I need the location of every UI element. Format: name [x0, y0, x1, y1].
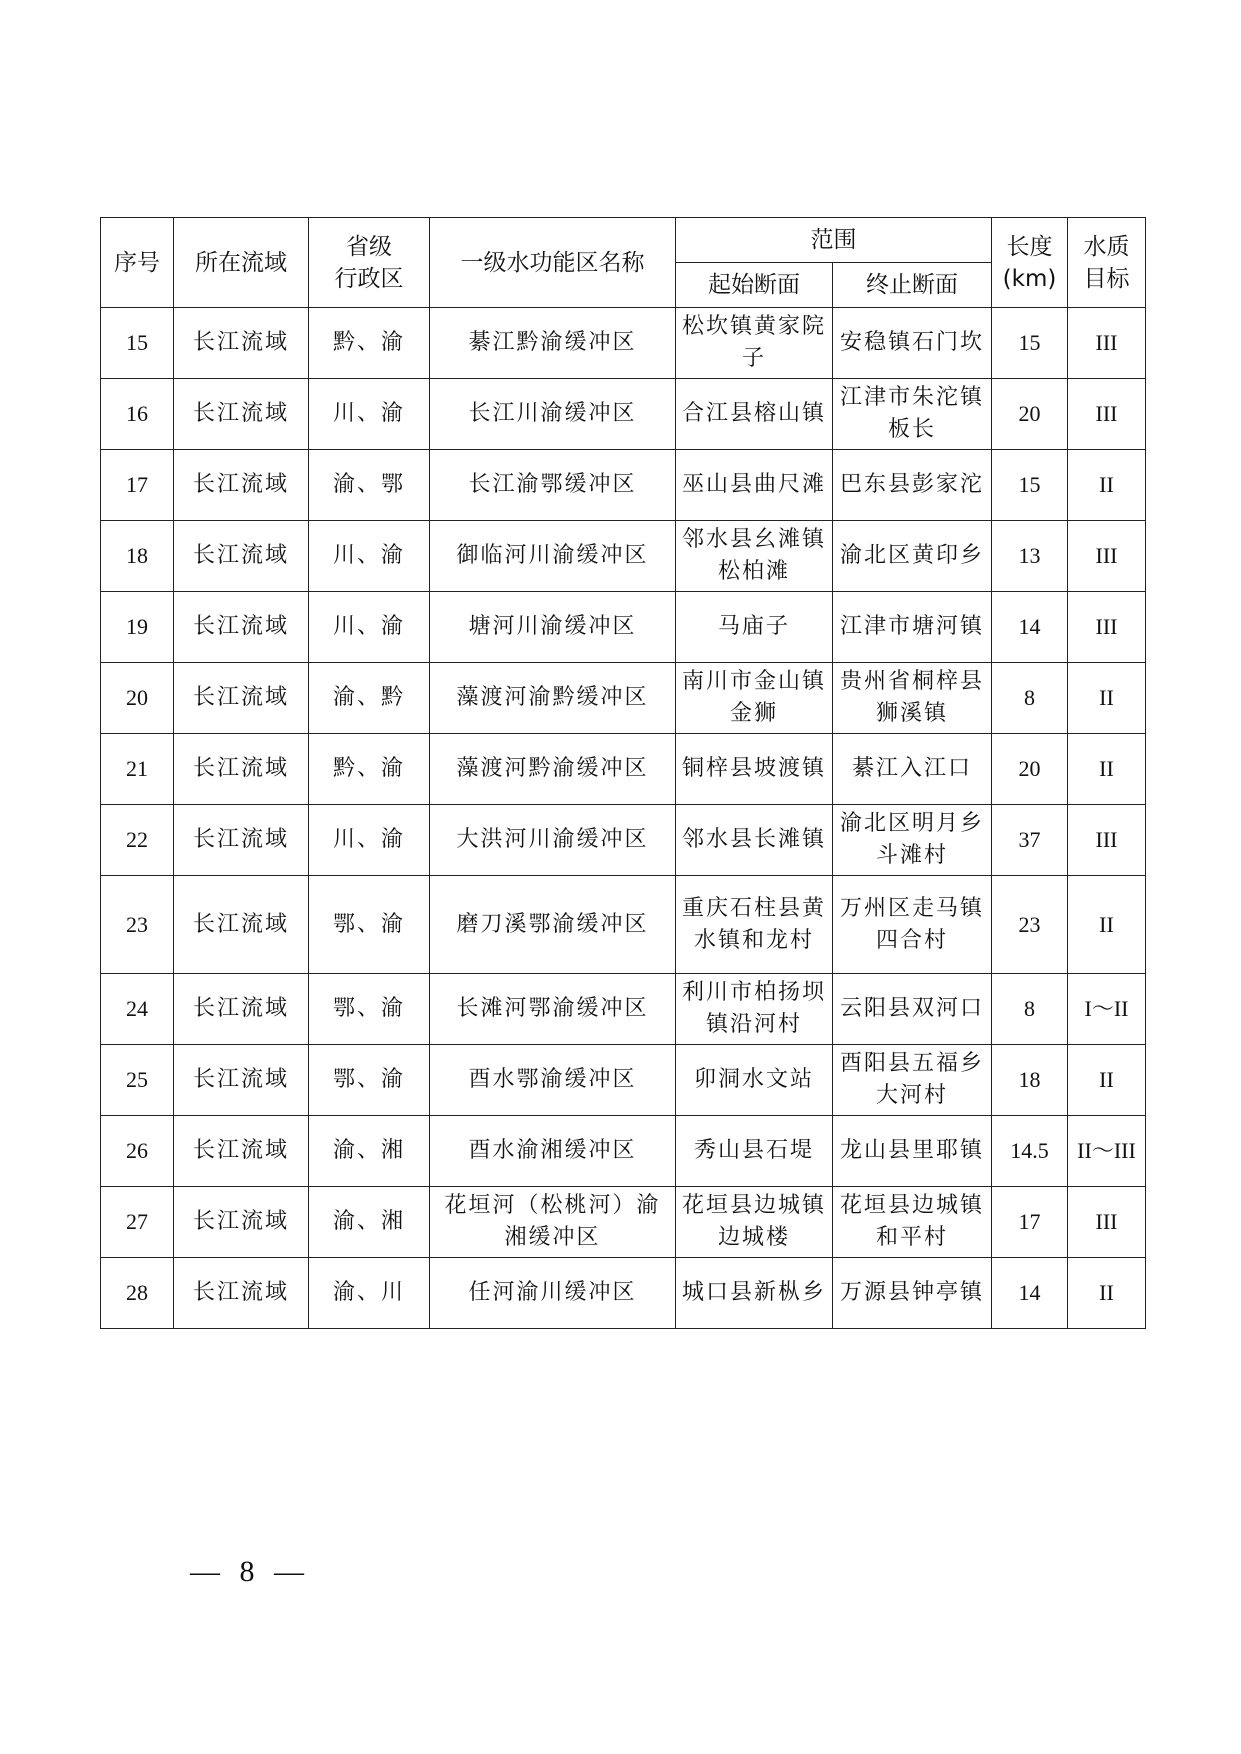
- cell-zone-name: 长滩河鄂渝缓冲区: [430, 974, 676, 1045]
- page-number: — 8 —: [190, 1555, 310, 1588]
- cell-basin: 长江流域: [174, 1045, 309, 1116]
- cell-province: 渝、黔: [309, 663, 430, 734]
- header-range: 范围: [676, 218, 992, 263]
- header-province: 省级 行政区: [309, 218, 430, 308]
- cell-province: 川、渝: [309, 521, 430, 592]
- cell-zone-name: 大洪河川渝缓冲区: [430, 805, 676, 876]
- cell-seq: 27: [101, 1187, 174, 1258]
- table-row: [101, 974, 1146, 1045]
- cell-province: 渝、湘: [309, 1187, 430, 1258]
- cell-start-section: 利川市柏扬坝镇沿河村: [676, 974, 833, 1045]
- header-quality: 水质 目标: [1068, 218, 1146, 308]
- table-row: [101, 1045, 1146, 1116]
- cell-length: 13: [992, 521, 1068, 592]
- cell-end-section: 万源县钟亭镇: [833, 1258, 992, 1329]
- table-row: [101, 805, 1146, 876]
- cell-quality: III: [1068, 379, 1146, 450]
- cell-seq: 19: [101, 592, 174, 663]
- cell-basin: 长江流域: [174, 974, 309, 1045]
- cell-zone-name: 磨刀溪鄂渝缓冲区: [430, 876, 676, 974]
- cell-end-section: 渝北区黄印乡: [833, 521, 992, 592]
- cell-quality: II: [1068, 663, 1146, 734]
- cell-seq: 15: [101, 308, 174, 379]
- cell-quality: III: [1068, 521, 1146, 592]
- cell-length: 15: [992, 450, 1068, 521]
- cell-province: 川、渝: [309, 379, 430, 450]
- cell-province: 黔、渝: [309, 734, 430, 805]
- table-row: [101, 1258, 1146, 1329]
- cell-basin: 长江流域: [174, 450, 309, 521]
- cell-end-section: 巴东县彭家沱: [833, 450, 992, 521]
- cell-seq: 21: [101, 734, 174, 805]
- cell-zone-name: 綦江黔渝缓冲区: [430, 308, 676, 379]
- cell-seq: 28: [101, 1258, 174, 1329]
- cell-start-section: 重庆石柱县黄水镇和龙村: [676, 876, 833, 974]
- cell-seq: 22: [101, 805, 174, 876]
- cell-seq: 20: [101, 663, 174, 734]
- cell-length: 23: [992, 876, 1068, 974]
- cell-zone-name: 御临河川渝缓冲区: [430, 521, 676, 592]
- cell-zone-name: 酉水鄂渝缓冲区: [430, 1045, 676, 1116]
- cell-quality: III: [1068, 592, 1146, 663]
- cell-province: 黔、渝: [309, 308, 430, 379]
- cell-start-section: 合江县榕山镇: [676, 379, 833, 450]
- cell-quality: I～II: [1068, 974, 1146, 1045]
- cell-quality: III: [1068, 805, 1146, 876]
- cell-length: 37: [992, 805, 1068, 876]
- cell-length: 18: [992, 1045, 1068, 1116]
- cell-start-section: 花垣县边城镇边城楼: [676, 1187, 833, 1258]
- cell-start-section: 巫山县曲尺滩: [676, 450, 833, 521]
- cell-zone-name: 长江渝鄂缓冲区: [430, 450, 676, 521]
- cell-end-section: 花垣县边城镇和平村: [833, 1187, 992, 1258]
- water-function-zone-table: [100, 217, 1146, 1329]
- table-body: [101, 308, 1146, 1329]
- header-start: 起始断面: [676, 263, 833, 308]
- cell-zone-name: 藻渡河黔渝缓冲区: [430, 734, 676, 805]
- cell-zone-name: 藻渡河渝黔缓冲区: [430, 663, 676, 734]
- cell-start-section: 秀山县石堤: [676, 1116, 833, 1187]
- cell-seq: 23: [101, 876, 174, 974]
- table-row: [101, 379, 1146, 450]
- cell-start-section: 邻水县幺滩镇松柏滩: [676, 521, 833, 592]
- cell-start-section: 铜梓县坡渡镇: [676, 734, 833, 805]
- cell-quality: III: [1068, 308, 1146, 379]
- cell-end-section: 江津市朱沱镇板长: [833, 379, 992, 450]
- cell-zone-name: 花垣河（松桃河）渝湘缓冲区: [430, 1187, 676, 1258]
- cell-length: 14: [992, 1258, 1068, 1329]
- cell-basin: 长江流域: [174, 663, 309, 734]
- cell-quality: II: [1068, 450, 1146, 521]
- cell-start-section: 卯洞水文站: [676, 1045, 833, 1116]
- cell-basin: 长江流域: [174, 379, 309, 450]
- cell-province: 川、渝: [309, 592, 430, 663]
- cell-province: 鄂、渝: [309, 1045, 430, 1116]
- cell-basin: 长江流域: [174, 592, 309, 663]
- cell-basin: 长江流域: [174, 1116, 309, 1187]
- cell-quality: III: [1068, 1187, 1146, 1258]
- cell-end-section: 江津市塘河镇: [833, 592, 992, 663]
- cell-province: 川、渝: [309, 805, 430, 876]
- cell-end-section: 云阳县双河口: [833, 974, 992, 1045]
- cell-quality: II: [1068, 1258, 1146, 1329]
- cell-basin: 长江流域: [174, 1258, 309, 1329]
- cell-start-section: 城口县新枞乡: [676, 1258, 833, 1329]
- cell-seq: 16: [101, 379, 174, 450]
- header-basin: 所在流域: [174, 218, 309, 308]
- header-zone-name: 一级水功能区名称: [430, 218, 676, 308]
- cell-length: 8: [992, 974, 1068, 1045]
- table-row: [101, 521, 1146, 592]
- cell-quality: II: [1068, 734, 1146, 805]
- table-row: [101, 663, 1146, 734]
- table-row: [101, 1187, 1146, 1258]
- cell-seq: 26: [101, 1116, 174, 1187]
- cell-length: 15: [992, 308, 1068, 379]
- cell-basin: 长江流域: [174, 876, 309, 974]
- cell-quality: II: [1068, 876, 1146, 974]
- cell-end-section: 万州区走马镇四合村: [833, 876, 992, 974]
- cell-length: 20: [992, 734, 1068, 805]
- cell-end-section: 綦江入江口: [833, 734, 992, 805]
- table-row: [101, 592, 1146, 663]
- cell-end-section: 贵州省桐梓县狮溪镇: [833, 663, 992, 734]
- cell-province: 鄂、渝: [309, 876, 430, 974]
- cell-basin: 长江流域: [174, 734, 309, 805]
- cell-basin: 长江流域: [174, 1187, 309, 1258]
- cell-province: 渝、川: [309, 1258, 430, 1329]
- table-header-row: [101, 218, 1146, 263]
- cell-zone-name: 酉水渝湘缓冲区: [430, 1116, 676, 1187]
- table-row: [101, 1116, 1146, 1187]
- header-seq: 序号: [101, 218, 174, 308]
- cell-length: 20: [992, 379, 1068, 450]
- cell-basin: 长江流域: [174, 308, 309, 379]
- cell-province: 渝、湘: [309, 1116, 430, 1187]
- cell-end-section: 安稳镇石门坎: [833, 308, 992, 379]
- cell-basin: 长江流域: [174, 521, 309, 592]
- table-row: [101, 734, 1146, 805]
- cell-zone-name: 塘河川渝缓冲区: [430, 592, 676, 663]
- cell-province: 鄂、渝: [309, 974, 430, 1045]
- cell-quality: II: [1068, 1045, 1146, 1116]
- header-end: 终止断面: [833, 263, 992, 308]
- cell-length: 14: [992, 592, 1068, 663]
- cell-start-section: 南川市金山镇金狮: [676, 663, 833, 734]
- cell-zone-name: 长江川渝缓冲区: [430, 379, 676, 450]
- cell-length: 17: [992, 1187, 1068, 1258]
- cell-basin: 长江流域: [174, 805, 309, 876]
- cell-quality: II～III: [1068, 1116, 1146, 1187]
- table-row: [101, 308, 1146, 379]
- cell-seq: 18: [101, 521, 174, 592]
- cell-start-section: 邻水县长滩镇: [676, 805, 833, 876]
- cell-length: 8: [992, 663, 1068, 734]
- table-row: [101, 450, 1146, 521]
- cell-end-section: 龙山县里耶镇: [833, 1116, 992, 1187]
- cell-province: 渝、鄂: [309, 450, 430, 521]
- cell-length: 14.5: [992, 1116, 1068, 1187]
- cell-seq: 24: [101, 974, 174, 1045]
- table-row: [101, 876, 1146, 974]
- cell-seq: 17: [101, 450, 174, 521]
- header-length: 长度 (km): [992, 218, 1068, 308]
- cell-end-section: 酉阳县五福乡大河村: [833, 1045, 992, 1116]
- cell-zone-name: 任河渝川缓冲区: [430, 1258, 676, 1329]
- cell-start-section: 马庙子: [676, 592, 833, 663]
- cell-end-section: 渝北区明月乡斗滩村: [833, 805, 992, 876]
- cell-start-section: 松坎镇黄家院子: [676, 308, 833, 379]
- cell-seq: 25: [101, 1045, 174, 1116]
